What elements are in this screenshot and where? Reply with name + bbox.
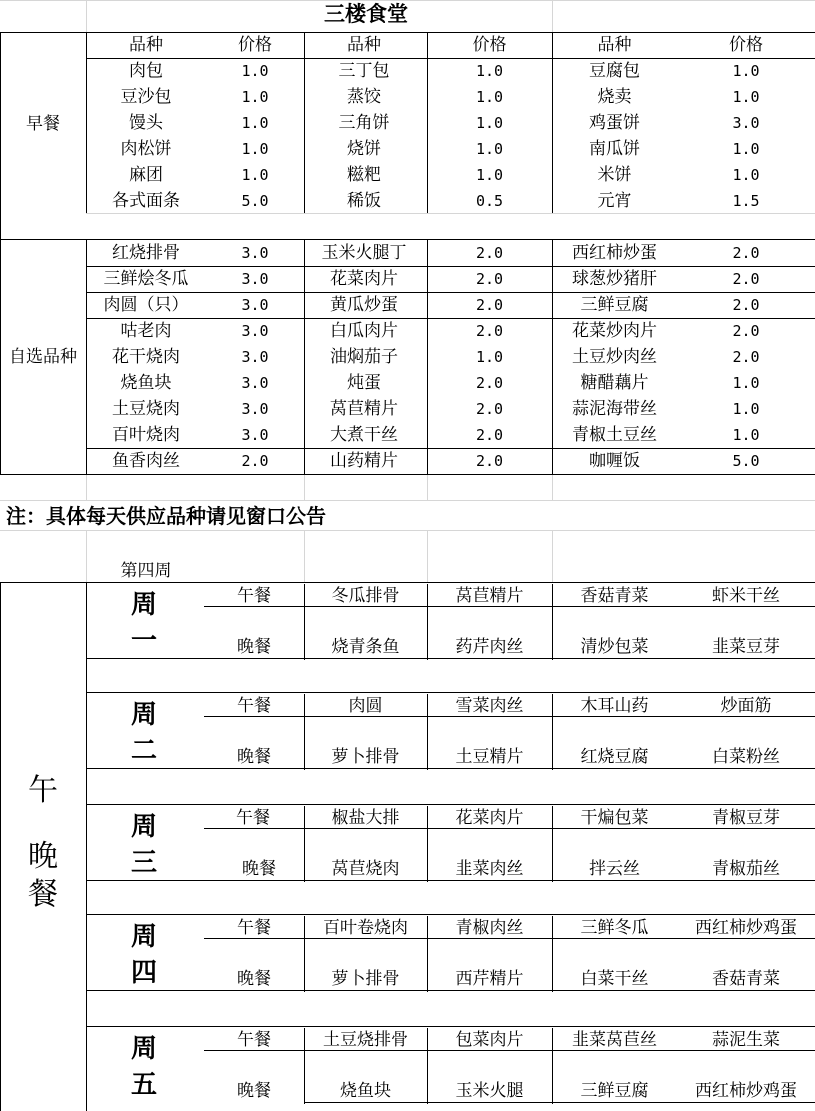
selection-price: 2.0 (475, 426, 504, 444)
lunch-dish: 包菜肉片 (455, 1030, 524, 1050)
lunch-dish: 炒面筋 (720, 696, 772, 716)
breakfast-price: 1.0 (732, 62, 760, 80)
selection-price: 2.0 (732, 348, 760, 366)
dinner-label: 晚餐 (237, 1081, 271, 1101)
selection-price: 2.0 (475, 270, 504, 288)
breakfast-price: 1.0 (241, 140, 269, 158)
day-label: 五 (130, 1070, 157, 1100)
breakfast-item: 豆沙包 (120, 87, 172, 107)
divider (204, 828, 815, 829)
selection-item: 鱼香肉丝 (112, 451, 180, 471)
breakfast-item: 蒸饺 (347, 87, 381, 107)
breakfast-item: 稀饭 (347, 191, 381, 211)
divider (204, 606, 815, 607)
divider (86, 804, 815, 805)
lunch-dish: 肉圆 (348, 696, 383, 716)
breakfast-item: 豆腐包 (589, 61, 640, 81)
header-item: 品种 (347, 35, 381, 55)
breakfast-price: 3.0 (732, 114, 760, 132)
divider (204, 938, 815, 939)
breakfast-price: 1.0 (475, 166, 504, 184)
breakfast-price: 1.0 (475, 114, 504, 132)
breakfast-price: 1.0 (241, 62, 269, 80)
selection-item: 莴苣精片 (330, 399, 398, 419)
day-label: 二 (130, 736, 157, 766)
lunch-label: 午餐 (237, 696, 271, 716)
selection-item: 蒜泥海带丝 (572, 399, 657, 419)
breakfast-item: 糍粑 (347, 165, 381, 185)
selection-price: 2.0 (732, 296, 760, 314)
lunch-dish: 西红柿炒鸡蛋 (695, 918, 797, 938)
selection-item: 百叶烧肉 (112, 425, 180, 445)
breakfast-price: 1.0 (732, 88, 760, 106)
selection-item: 三鲜豆腐 (580, 295, 649, 315)
lunch-dish: 青椒肉丝 (455, 918, 524, 938)
selection-price: 3.0 (241, 374, 269, 392)
divider (204, 1050, 815, 1051)
selection-price: 2.0 (475, 452, 504, 470)
header-item: 品种 (597, 35, 632, 55)
selection-item: 玉米火腿丁 (321, 243, 407, 263)
divider (86, 990, 815, 991)
divider (86, 768, 815, 769)
lunch-label: 午餐 (237, 586, 271, 606)
dinner-dish: 青椒茄丝 (712, 859, 780, 879)
selection-item: 糖醋藕片 (580, 373, 649, 393)
selection-item: 青椒土豆丝 (572, 425, 657, 445)
breakfast-price: 0.5 (475, 192, 504, 210)
breakfast-price: 5.0 (241, 192, 269, 210)
dinner-dish: 白菜粉丝 (712, 747, 780, 767)
breakfast-price: 1.0 (475, 88, 504, 106)
page-title: 三楼食堂 (324, 1, 408, 26)
dinner-dish: 白菜干丝 (580, 969, 649, 989)
breakfast-item: 麻团 (129, 165, 163, 185)
day-label: 周 (130, 590, 157, 620)
meals-label-char: 晚 (28, 839, 58, 874)
selection-price: 1.0 (475, 348, 504, 366)
lunch-dish: 椒盐大排 (331, 808, 400, 828)
breakfast-item: 烧饼 (347, 139, 381, 159)
divider (86, 692, 815, 693)
lunch-dish: 花菜肉片 (455, 808, 524, 828)
breakfast-label: 早餐 (26, 114, 60, 134)
lunch-dish: 莴苣精片 (455, 586, 524, 606)
breakfast-item: 肉松饼 (120, 139, 172, 159)
lunch-label: 午餐 (237, 918, 271, 938)
selection-price: 2.0 (475, 244, 504, 262)
dinner-dish: 土豆精片 (455, 747, 524, 767)
week-label: 第四周 (120, 561, 172, 581)
selection-item: 肉圆（只） (103, 295, 189, 315)
divider (86, 880, 815, 881)
selection-item: 土豆炒肉丝 (572, 347, 657, 367)
header-item: 品种 (129, 35, 163, 55)
lunch-dish: 青椒豆芽 (712, 808, 780, 828)
breakfast-price: 1.0 (241, 166, 269, 184)
divider (86, 658, 815, 659)
dinner-dish: 西红柿炒鸡蛋 (695, 1081, 797, 1101)
lunch-label: 午餐 (237, 1030, 271, 1050)
breakfast-item: 肉包 (129, 61, 163, 81)
selection-item: 山药精片 (330, 451, 398, 471)
selection-item: 三鲜烩冬瓜 (103, 269, 189, 289)
selection-item: 西红柿炒蛋 (572, 243, 657, 263)
selection-price: 3.0 (241, 426, 269, 444)
day-label: 三 (130, 848, 157, 878)
lunch-dish: 冬瓜排骨 (331, 586, 400, 606)
breakfast-item: 南瓜饼 (589, 139, 640, 159)
day-label: 四 (130, 958, 157, 988)
header-price: 价格 (238, 35, 272, 55)
dinner-dish: 烧青条鱼 (331, 637, 400, 657)
dinner-dish: 韭菜豆芽 (712, 637, 780, 657)
selection-price: 2.0 (475, 296, 504, 314)
selection-price: 2.0 (732, 244, 760, 262)
selection-item: 球葱炒猪肝 (572, 269, 657, 289)
dinner-dish: 莴苣烧肉 (331, 859, 400, 879)
lunch-dish: 韭菜莴苣丝 (572, 1030, 657, 1050)
lunch-dish: 香菇青菜 (580, 586, 649, 606)
breakfast-item: 馒头 (129, 113, 163, 133)
dinner-label: 晚餐 (237, 969, 271, 989)
selection-price: 3.0 (241, 322, 269, 340)
dinner-dish: 药芹肉丝 (455, 637, 524, 657)
dinner-dish: 三鲜豆腐 (580, 1081, 649, 1101)
breakfast-price: 1.0 (732, 166, 760, 184)
divider (86, 914, 815, 915)
lunch-dish: 雪菜肉丝 (455, 696, 524, 716)
breakfast-price: 1.5 (732, 192, 760, 210)
selection-item: 白瓜肉片 (330, 321, 398, 341)
selection-item: 咖喱饭 (589, 451, 640, 471)
selection-item: 红烧排骨 (112, 243, 180, 263)
breakfast-item: 三角饼 (338, 113, 390, 133)
dinner-dish: 萝卜排骨 (331, 747, 400, 767)
breakfast-item: 三丁包 (338, 61, 390, 81)
selection-price: 3.0 (241, 244, 269, 262)
selection-item: 土豆烧肉 (112, 399, 180, 419)
dinner-dish: 韭菜肉丝 (455, 859, 524, 879)
lunch-dish: 土豆烧排骨 (323, 1030, 408, 1050)
meals-label-char: 午 (28, 773, 58, 808)
selection-price: 3.0 (241, 400, 269, 418)
selection-price: 2.0 (475, 374, 504, 392)
selection-label: 自选品种 (9, 347, 77, 367)
breakfast-price: 1.0 (475, 62, 504, 80)
selection-price: 5.0 (732, 452, 760, 470)
selection-item: 花菜炒肉片 (572, 321, 657, 341)
day-label: 周 (130, 1034, 157, 1064)
selection-item: 油焖茄子 (330, 347, 398, 367)
selection-price: 2.0 (475, 322, 504, 340)
selection-price: 3.0 (241, 270, 269, 288)
selection-item: 花干烧肉 (112, 347, 180, 367)
meals-label-char: 餐 (28, 877, 58, 912)
breakfast-item: 各式面条 (112, 191, 180, 211)
selection-item: 花菜肉片 (330, 269, 398, 289)
dinner-dish: 清炒包菜 (580, 637, 649, 657)
selection-price: 1.0 (732, 374, 760, 392)
dinner-dish: 玉米火腿 (455, 1081, 524, 1101)
breakfast-price: 1.0 (241, 114, 269, 132)
dinner-dish: 拌云丝 (589, 859, 640, 879)
selection-item: 大煮干丝 (330, 425, 398, 445)
breakfast-item: 鸡蛋饼 (589, 113, 640, 133)
breakfast-item: 元宵 (597, 191, 632, 211)
selection-item: 炖蛋 (347, 373, 381, 393)
dinner-dish: 红烧豆腐 (580, 747, 649, 767)
selection-price: 2.0 (241, 452, 269, 470)
breakfast-price: 1.0 (732, 140, 760, 158)
lunch-dish: 蒜泥生菜 (712, 1030, 780, 1050)
divider (304, 1102, 815, 1103)
selection-price: 2.0 (732, 322, 760, 340)
breakfast-item: 烧卖 (597, 87, 632, 107)
selection-price: 3.0 (241, 296, 269, 314)
lunch-label: 午餐 (236, 808, 270, 828)
selection-price: 1.0 (732, 400, 760, 418)
lunch-dish: 虾米干丝 (712, 586, 780, 606)
selection-item: 咕老肉 (120, 321, 172, 341)
header-price: 价格 (472, 35, 507, 55)
lunch-dish: 三鲜冬瓜 (580, 918, 649, 938)
day-label: 一 (130, 626, 157, 656)
notice: 注：具体每天供应品种请见窗口公告 (6, 504, 326, 528)
dinner-label: 晚餐 (237, 747, 271, 767)
day-label: 周 (130, 700, 157, 730)
selection-price: 1.0 (732, 426, 760, 444)
dinner-label: 晚餐 (237, 637, 271, 657)
selection-price: 3.0 (241, 348, 269, 366)
dinner-dish: 香菇青菜 (712, 969, 780, 989)
day-label: 周 (130, 922, 157, 952)
dinner-dish: 西芹精片 (455, 969, 524, 989)
selection-price: 2.0 (732, 270, 760, 288)
breakfast-item: 米饼 (597, 165, 632, 185)
dinner-label: 晚餐 (242, 859, 276, 879)
header-price: 价格 (729, 35, 763, 55)
dinner-dish: 烧鱼块 (340, 1081, 391, 1101)
dinner-dish: 萝卜排骨 (331, 969, 400, 989)
breakfast-price: 1.0 (241, 88, 269, 106)
lunch-dish: 百叶卷烧肉 (323, 918, 408, 938)
lunch-dish: 木耳山药 (580, 696, 649, 716)
breakfast-price: 1.0 (475, 140, 504, 158)
selection-item: 烧鱼块 (120, 373, 172, 393)
selection-price: 2.0 (475, 400, 504, 418)
divider (204, 716, 815, 717)
lunch-dish: 干煸包菜 (580, 808, 649, 828)
day-label: 周 (130, 812, 157, 842)
divider (86, 1026, 815, 1027)
selection-item: 黄瓜炒蛋 (330, 295, 398, 315)
